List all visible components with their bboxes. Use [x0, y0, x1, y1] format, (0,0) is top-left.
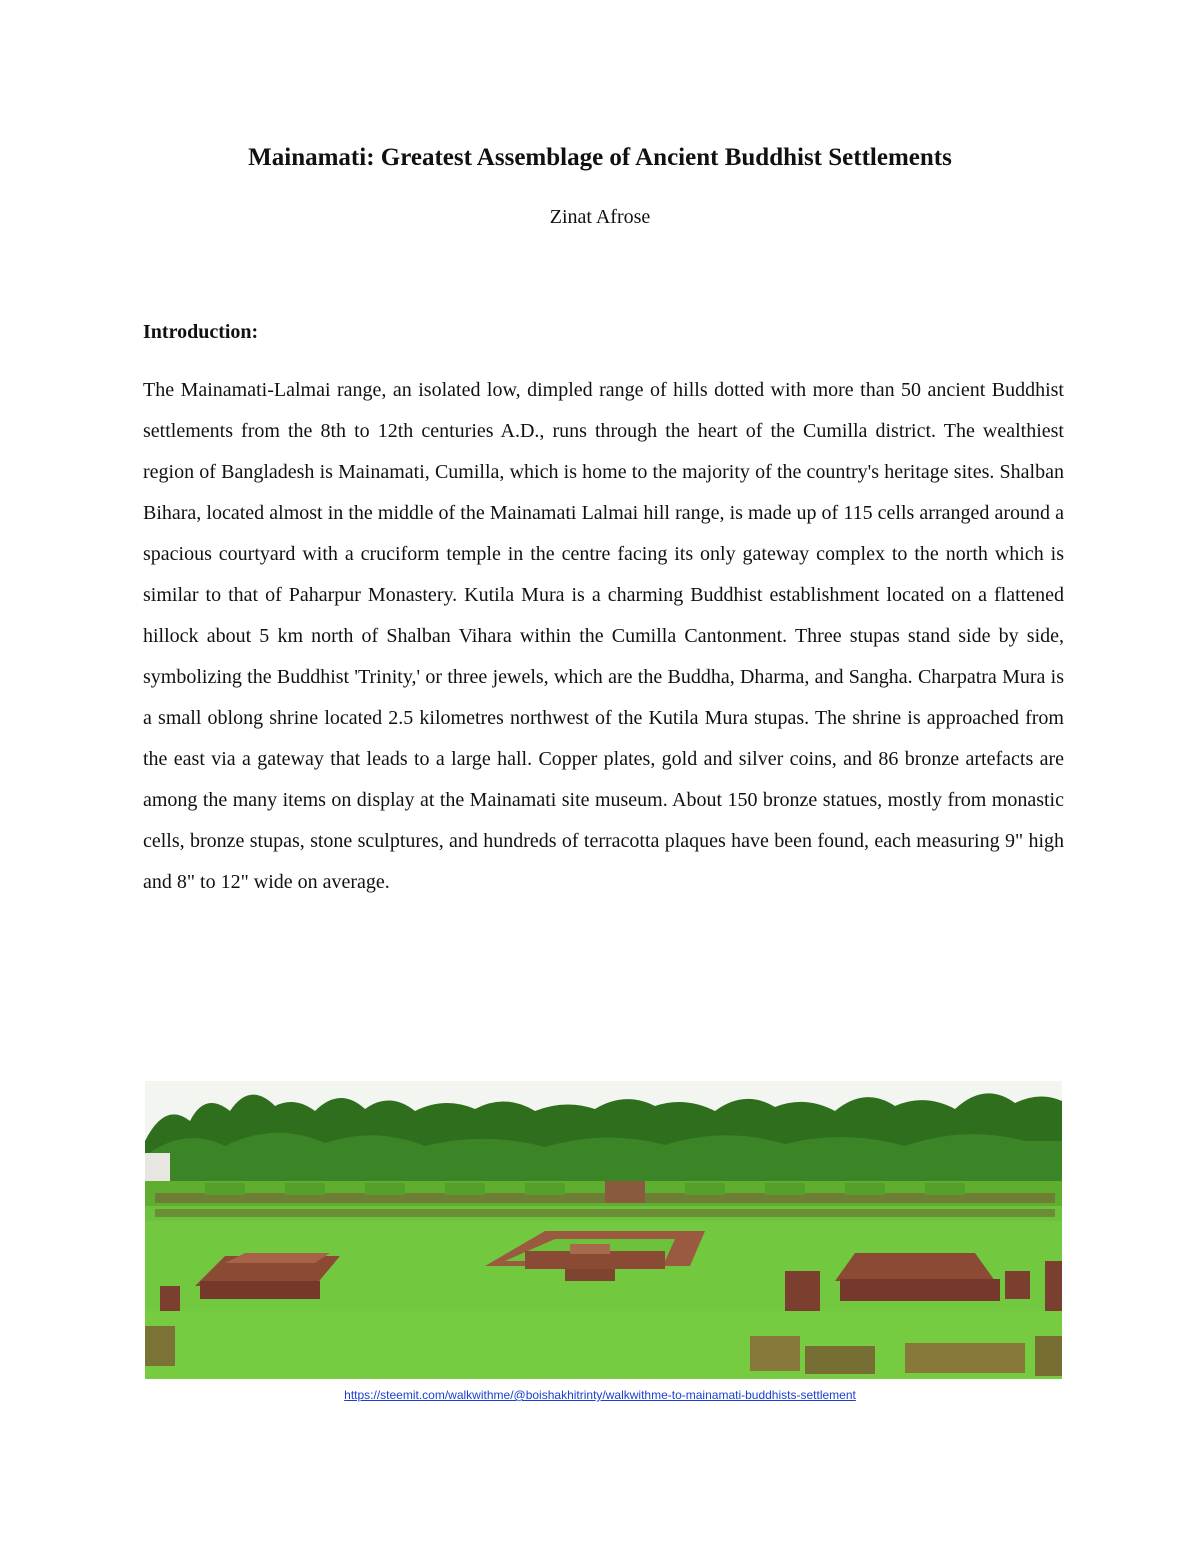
- document-title: Mainamati: Greatest Assemblage of Ancient Buddhist Settlements: [248, 144, 952, 171]
- introduction-paragraph: The Mainamati-Lalmai range, an isolated low, dimpled range of hills dotted with more than 50 ancient Buddhist settlements from the 8th to 12th centuries A.D., runs through the heart of the Cumilla district. The wealthiest region of Bangladesh is Mainamati, Cumilla, which is home to the majority of the country's heritage sites. Shalban Bihara, located almost in the middle of the Mainamati Lalmai hill range, is made up of 115 cells arranged around a spacious courtyard with a cruciform temple in the centre facing its only gateway complex to the north which is similar to that of Paharpur Monastery. Kutila Mura is a charming Buddhist establishment located on a flattened hillock about 5 km north of Shalban Vihara within the Cumilla Cantonment. Three stupas stand side by side, symbolizing the Buddhist 'Trinity,' or three jewels, which are the Buddha, Dharma, and Sangha. Charpatra Mura is a small oblong shrine located 2.5 kilometres northwest of the Kutila Mura stupas. The shrine is approached from the east via a gateway that leads to a large hall. Copper plates, gold and silver coins, and 86 bronze artefacts are among the many items on display at the Mainamati site museum. About 150 bronze statues, mostly from monastic cells, bronze stupas, stone sculptures, and hundreds of terracotta plaques have been found, each measuring 9" high and 8" to 12" wide on average.: [143, 379, 1064, 893]
- mainamati-ruins-photo: [145, 1081, 1062, 1379]
- section-heading-introduction: Introduction:: [143, 321, 259, 343]
- image-source-link[interactable]: https://steemit.com/walkwithme/@boishakhitrinty/walkwithme-to-mainamati-buddhists-settlement: [344, 1388, 856, 1402]
- author-name: Zinat Afrose: [549, 206, 651, 228]
